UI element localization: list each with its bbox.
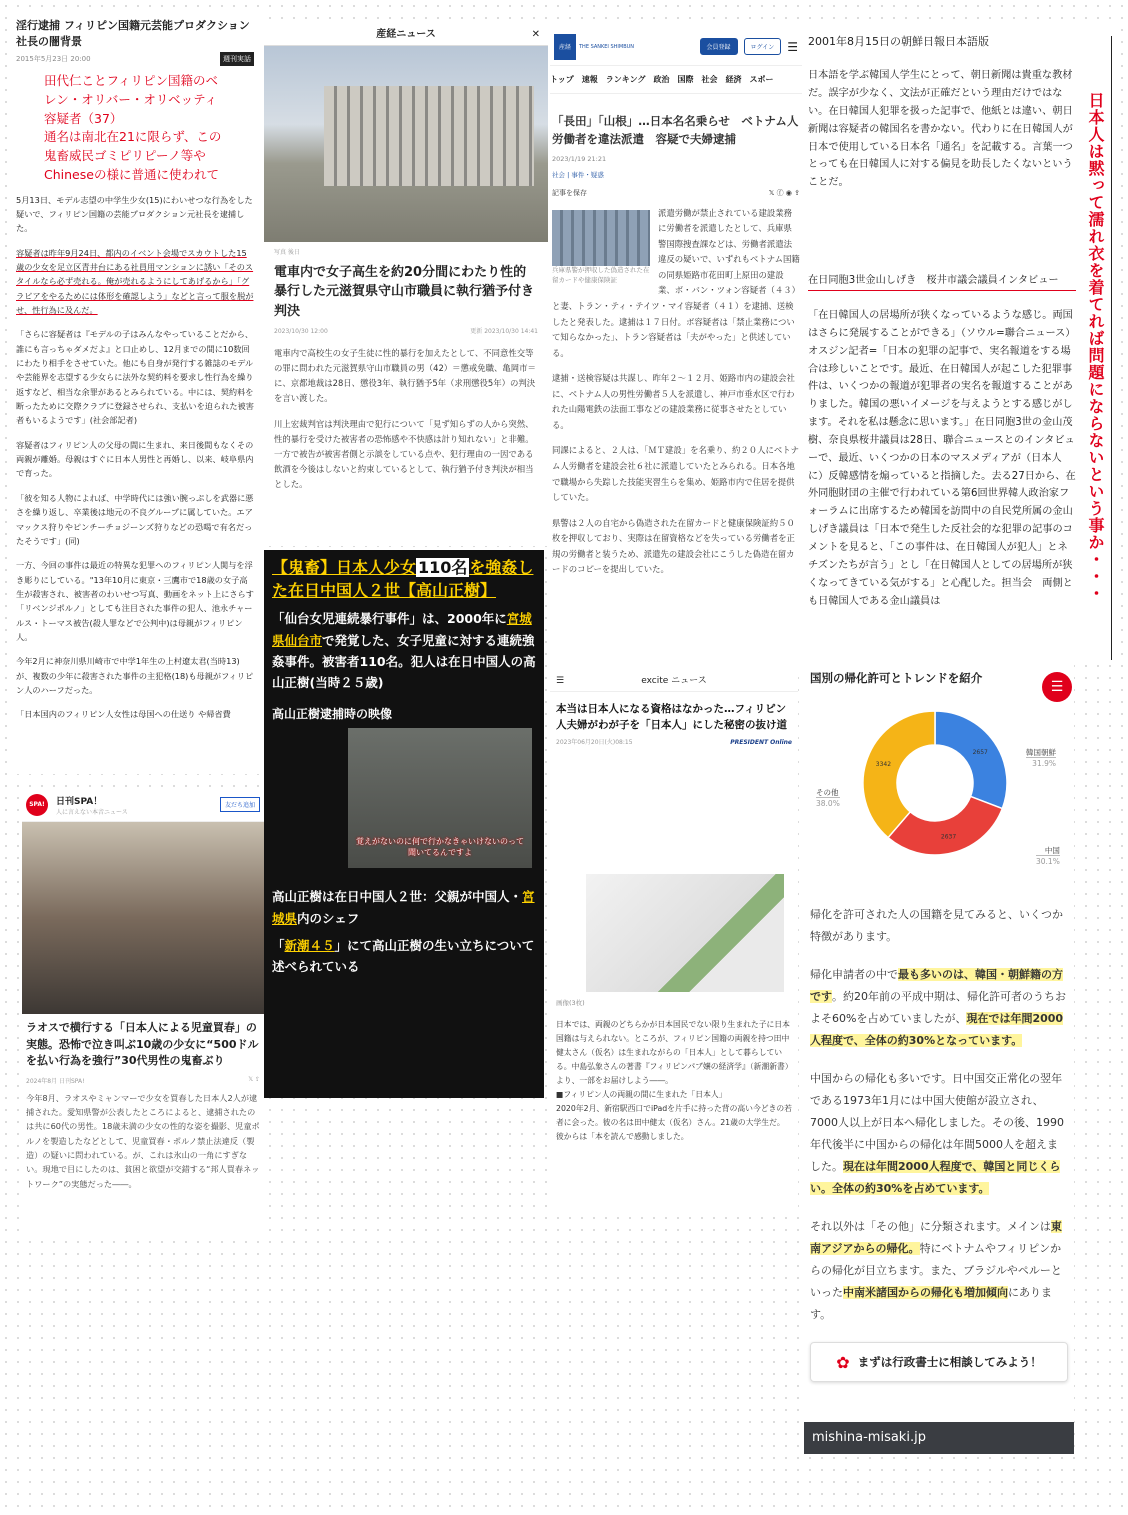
section-title: 国別の帰化許可とトレンドを紹介 ☰: [804, 664, 1074, 694]
article-title[interactable]: 淫行逮捕 フィリピン国籍元芸能プロダクション社長の闇背景: [16, 19, 250, 48]
article-title[interactable]: ラオスで横行する「日本人による児童買春」の実態。恐怖で泣き叫ぶ10歳の少女に“500ドルを払い行為を強行”30代男性の鬼畜ぶり: [26, 1021, 259, 1067]
article-sankei-moriyama: [264, 24, 548, 546]
article-date: 2023/1/19 21:21: [552, 154, 607, 163]
article-paragraph: 容疑者はフィリピン人の父母の間に生まれ、来日後間もなくその両親が離婚。母親はすぐに日本人男性と再婚し、以来、岐阜県内で育った。: [16, 439, 254, 479]
article-paragraph: 川上宏裁判官は判決理由で犯行について「見ず知らずの人から突然、性的暴行を受けた被害者の恐怖感や不快感は計り知れない」と非難。一方で被告が被害者側と示談をしている点や、犯行理由の一因である飲酒を今後はしないと約束しているとして、執行猶予付き判決が相当とした。: [274, 418, 534, 490]
id-cards-photo: [552, 210, 650, 266]
article-date: 2023/10/30 12:00: [274, 328, 328, 336]
summary: 「仙台女児連続暴行事件」は、2000年に宮城県仙台市で発覚した、女子児童に対する連続強姦事件。被害者110名。犯人は在日中国人の高山正樹(当時２５歳): [272, 611, 536, 691]
source-badge: 週刊実話: [220, 52, 254, 66]
slice-value-label: 2637: [940, 833, 957, 841]
birth-certificate-photo: [586, 874, 784, 992]
menu-icon[interactable]: ☰: [1042, 672, 1072, 702]
article-paragraph: 彼からは「本を読んで感動しました。: [556, 1132, 689, 1142]
article-image: [552, 210, 650, 286]
pie-slice-2: [863, 711, 935, 838]
article-paragraph: 「さらに容疑者は『モデルの子はみんなやっていることだから、誰にも言っちゃダメだよ』と口止めし、12月までの間に10数回にわたり相手をさせていた。他にも自身が発行する雑誌のモデルや芸能界を志望する少女らに法外な契約料を要求し性行為を繰り返すなど、相当な余罪があるとみられている。中には、契約料を断ったために交際クラブに登録させられ、支払いを迫られた被害者もいるようです」(社会部記者): [16, 329, 254, 426]
menu-icon[interactable]: ☰: [787, 39, 798, 54]
legend-label: 中国 30.1%: [1036, 846, 1060, 866]
interview-heading: 在日同胞3世金山しげき 桜井市議会議員インタビュー: [808, 272, 1076, 291]
spa-logo: SPA!: [26, 794, 48, 816]
login-button[interactable]: ログイン: [744, 38, 782, 55]
consult-button[interactable]: ✿ まずは行政書士に相談してみよう！: [810, 1342, 1068, 1382]
image-caption: 画像(3枚): [556, 999, 585, 1008]
article-paragraph: 容疑者は昨年9月24日、都内のイベント会場でスカウトした15歳の少女を足立区青井台にある社員用マンションに誘い「そのスタイルなら必ず売れる。俺が売れるようにしてあげるから」「グラビアをやるためには体形を確認しよう」などと言って服を脱がせ、性行為に及んだ。: [16, 247, 254, 316]
site-header: [550, 670, 798, 692]
article-photo: [22, 822, 264, 1014]
legend-label: 韓国朝鮮 31.9%: [1026, 748, 1056, 768]
article-paragraph: 日本では、両親のどちらかが日本国民でない限り生まれた子に日本国籍は与えられない。ところが、フィリピン国籍の両親を持つ田中健太さん（仮名）は生まれながらの「日本人」として暮らしている。中島弘象さんの著書『フィリピンパブ嬢の経済学』（新潮新書）より、一部をお届けしよう――。: [556, 1019, 790, 1086]
article-takayama: [264, 550, 544, 1098]
photo-credit: 写真 後日: [274, 249, 300, 256]
article-title: 2001年8月15日の朝鮮日報日本語版: [808, 35, 989, 48]
article-paragraph: 県警は２人の自宅から偽造された在留カードと健康保険証約５０枚を押収しており、実際は在留資格などを失っている労働者を正規の労働者と装うため、派遣先の建設会社にこうした偽造在留カードのコピーを提出していた。: [552, 517, 795, 575]
article-paragraph: 帰化申請者の中で最も多いのは、韓国・朝鮮籍の方です。約20年前の平成中期は、帰化許可者のうちおよそ60%を占めていましたが、現在では年間2000人程度で、全体の約30%となっています。: [810, 968, 1066, 1047]
article-subheading: ■フィリピン人の両親の間に生まれた「日本人」: [556, 1090, 727, 1100]
flower-icon: ✿: [836, 1352, 850, 1372]
article-updated: 更新 2023/10/30 14:41: [470, 328, 538, 336]
share-icons[interactable]: 𝕏 ⓕ ◉ ⇪: [768, 188, 800, 197]
article-date: 2024年8月 日刊SPA!: [26, 1077, 85, 1085]
video-caption: 覚えがないのに何で行かなきゃいけないのって聞いてるんですよ: [356, 837, 524, 858]
article-title[interactable]: 電車内で女子高生を約20分間にわたり性的暴行した元滋賀県守山市職員に執行猶予付き判決: [274, 264, 535, 319]
image-caption: 兵庫県警が押収した偽造された在留カードや健康保険証: [552, 265, 650, 284]
article-paragraph: それ以外は「その他」に分類されます。メインは東南アジアからの帰化。特にベトナムやフィリピンからの帰化が目立ちます。また、ブラジルやペルーといった中南米諸国からの帰化も増加傾向にあります。: [810, 1220, 1062, 1321]
article-excite-philippine: [550, 670, 798, 1212]
article-paragraph: 「彼を知る人物によれば、中学時代には強い腕っぷしを武器に悪さを繰り返し、卒業後は地元の不良グループに属していた。エアマックス狩りやピンチーチョジーンズ狩りなどの恐喝で有名だったそうです」(同): [16, 492, 254, 546]
menu-icon[interactable]: ☰: [556, 676, 565, 686]
category-nav[interactable]: トップ 速報 ランキング 政治 国際 社会 経済 スポー: [550, 66, 802, 94]
vertical-annotation: 日本人は黙って濡れ衣を着てれば問題にならないという事か・・・: [1086, 92, 1105, 602]
article-title[interactable]: 本当は日本人になる資格はなかった…フィリピン人夫婦がわが子を「日本人」にした秘密の抜け道: [556, 703, 787, 731]
article-paragraph: 今年8月、ラオスやミャンマーで少女を買春した日本人2人が逮捕された。愛知県警が公表したところによると、逮捕されたのは共に60代の男性。18歳未満の少女の性的な姿を撮影、児童ポルノを製造したなどとして、児童買春・ポルノ禁止法違反（製造）の疑いに問われている。が、これは氷山の一角にすぎない。現地で目にしたのは、貧困と欲望が交錯する“邦人買春ネットワーク”の実態だった――。: [26, 1092, 260, 1189]
close-icon[interactable]: ✕: [531, 29, 540, 40]
article-date: 2015年5月23日 20:00: [16, 54, 91, 63]
article-paragraph: 「日本国内のフィリピン人女性は母国への仕送り や帰省費: [16, 709, 231, 720]
follow-button[interactable]: 友だち追加: [220, 797, 260, 812]
article-sankei-vietnam: [550, 28, 802, 668]
article-philippine-producer: [10, 14, 260, 774]
site-header: [550, 28, 802, 66]
share-icons[interactable]: 𝕏 ⇪: [248, 1075, 260, 1083]
red-annotation: 田代仁ことフィリピン国籍のベ レン・オリバー・オリベッティ 容疑者（37） 通名は南北在21に限らず、この 鬼畜威民ゴミピリピーノ等や Chineseの様に普通に使われて: [44, 73, 222, 182]
detail-line: 高山正樹は在日中国人２世：父親が中国人・宮城県内のシェフ: [272, 889, 535, 926]
article-paragraph: 同課によると、２人は、「ＭＴ建設」を名乗り、約２０人にベトナム人労働者を建設会社６社に派遣していたとみられる。日本各地で職場から失踪した技能実習生らを集め、姫路市内で住居を提供していた。: [552, 445, 800, 503]
building-image: [324, 86, 534, 186]
article-naturalization-stats: [804, 664, 1074, 1454]
article-spa-laos: [22, 788, 264, 1238]
legend-label: その他 38.0%: [816, 788, 840, 808]
headline: 【鬼畜】日本人少女 110名 を強姦した在日中国人２世【高山正樹】: [272, 556, 536, 602]
save-article-button[interactable]: 記事を保存: [552, 188, 587, 197]
excite-logo[interactable]: excite ニュース: [641, 676, 707, 686]
article-paragraph: 派遣労働が禁止されている建設業務に労働者を派遣したとして、兵庫県警国際捜査課などは、労働者派遣法違反の疑いで、いずれもベトナム国籍の同県姫路市花田町上原田の建設業、ボ・バン・ツォン容疑者（４３）と妻、トラン・ティ・テイツ・マイ容疑者（４１）を逮捕、送検したと発表した。逮捕は１７日付。ボ容疑者は「禁止業務について知らなかった」、トラン容疑者は「夫がやった」と供述している。: [552, 207, 800, 358]
article-date: 2023年06月20日(火)08:15: [556, 738, 633, 746]
app-bar: [264, 24, 548, 46]
article-category[interactable]: 社会 | 事件・疑惑: [552, 170, 604, 179]
donut-chart: [860, 708, 1010, 858]
article-paragraph: 中国からの帰化も多いです。日中国交正常化の翌年である1973年1月には中国大使館が設立され、7000人以上が日本へ帰化しました。その後、1990年代後半に中国からの帰化は年間5000人を超えました。現在は年間2000人程度で、韓国と同じくらい。全体の約30%を占めています。: [810, 1072, 1064, 1195]
article-paragraph: 「在日韓国人の居場所が狭くなっているような感じ。両国はさらに発展することができる」（ソウル=聯合ニュース）オスジン記者=「日本の犯罪の記事で、実名報道をする場合は珍しいことです。最近、在日韓国人が起こした犯罪事件は、いくつかの報道が犯罪者の実名を報道することがありました。韓国の悪いイメージを与えようとする感じがします。それを私は懸念に思います。」在日同胞3世の金山茂樹、奈良県桜井議員は28日、聯合ニュースとのインタビューで、最近、いくつかの日本のマスメディアが（日本人に）反韓感情を煽っていると指摘した。去る27日から、在外同胞財団の主催で行われている第6回世界韓人政治家フォーラムに出席するため韓国を訪問中の自民党所属の金山しげき議員は「日本で発生した反社会的な犯罪の記事のコメントを見ると、「この事件は、在日韓国人が犯人」とネチズンたちが言う」とし「在日韓国人としての居場所が狭くなってきている気がする」と心配した。担当会 両側とも日韓国人である金山議員は: [808, 310, 1076, 607]
publisher-name: 日刊SPA！ 人に言えない本音ニュース: [56, 796, 128, 816]
section-heading: 高山正樹逮捕時の映像: [272, 707, 393, 722]
article-paragraph: 逮捕・送検容疑は共謀し、昨年２～１２月、姫路市内の建設会社に、ベトナム人の男性労働者５人を派遣し、神戸市垂水区で行われた山陽電鉄の法面工事などの建設業務に従事させたとしている。: [552, 373, 795, 430]
slice-value-label: 3342: [875, 760, 892, 768]
article-paragraph: 帰化を許可された人の国籍を見てみると、いくつか特徴があります。: [810, 908, 1063, 943]
article-paragraph: 電車内で高校生の女子生徒に性的暴行を加えたとして、不同意性交等の罪に問われた元滋賀県守山市職員の男（42）＝懲戒免職、亀岡市＝に、京都地裁は28日、懲役3年、執行猶予5年（求刑懲役5年）の判決を言い渡した。: [274, 348, 536, 404]
article-title[interactable]: 「長田」「山根」…日本名名乗らせ ベトナム人労働者を違法派遣 容疑で夫婦逮捕: [552, 114, 799, 147]
register-button[interactable]: 会員登録: [700, 38, 738, 55]
video-still[interactable]: [348, 728, 532, 868]
article-paragraph: 一方、今回の事件は最近の特異な犯罪へのフィリピン人関与を浮き彫りにしている。"13年10月に東京・三鷹市で18歳の女子高生が殺害され、被害者のわいせつ写真、動画をネット上にさらす「リベンジポルノ」としても注目された事件の犯人、池永チャールス・トーマス被告(殺人罪などで公判中)は母親がフィリピン人。: [16, 560, 254, 642]
site-footer[interactable]: mishina-misaki.jp: [804, 1422, 1074, 1454]
app-bar-title: 産経ニュース: [376, 29, 436, 40]
sankei-logo-text: THE SANKEI SHIMBUN: [579, 43, 635, 50]
article-paragraph: 5月13日、モデル志望の中学生少女(15)にわいせつな行為をした疑いで、フィリピン国籍の芸能プロダクション元社長を逮捕した。: [16, 194, 253, 234]
divider: [1111, 36, 1112, 660]
naturalization-chart: [804, 694, 1074, 904]
publisher-logo: PRESIDENT Online: [730, 738, 792, 746]
sankei-logo[interactable]: 産経: [554, 34, 576, 60]
pie-slice-0: [935, 711, 1007, 809]
article-photo: [264, 46, 548, 242]
article-paragraph: 2020年2月、新宿駅西口でiPadを片手に持った背の高い今どきの若者に会った。彼の名は田中健太（仮名）さん。21歳の大学生だ。: [556, 1104, 792, 1128]
article-paragraph: 日本語を学ぶ韓国人学生にとって、朝日新聞は貴重な教材だ。誤字が少なく、文法が正確だという理由だけではない。在日韓国人犯罪を扱った記事で、他紙とは違い、朝日新聞は容疑者の韓国名を書かない。代わりに在日韓国人が日本で使用している日本名「通名」を記載する。言葉一つとっても在日韓国人に対する偏見を助長したくないということだ。: [808, 70, 1073, 189]
slice-value-label: 2657: [972, 748, 988, 756]
pie-slice-1: [888, 796, 1002, 855]
publisher-header: [22, 788, 264, 822]
article-chosun-ilbo: [804, 28, 1114, 660]
article-paragraph: 今年2月に神奈川県川崎市で中学1年生の上村遼太君(当時13)が、複数の少年に殺害された事件の主犯格(18)も母親がフィリピン人のハーフだった。: [16, 656, 254, 695]
detail-line: 「新潮４５」にて高山正樹の生い立ちについて述べられている: [272, 937, 535, 975]
